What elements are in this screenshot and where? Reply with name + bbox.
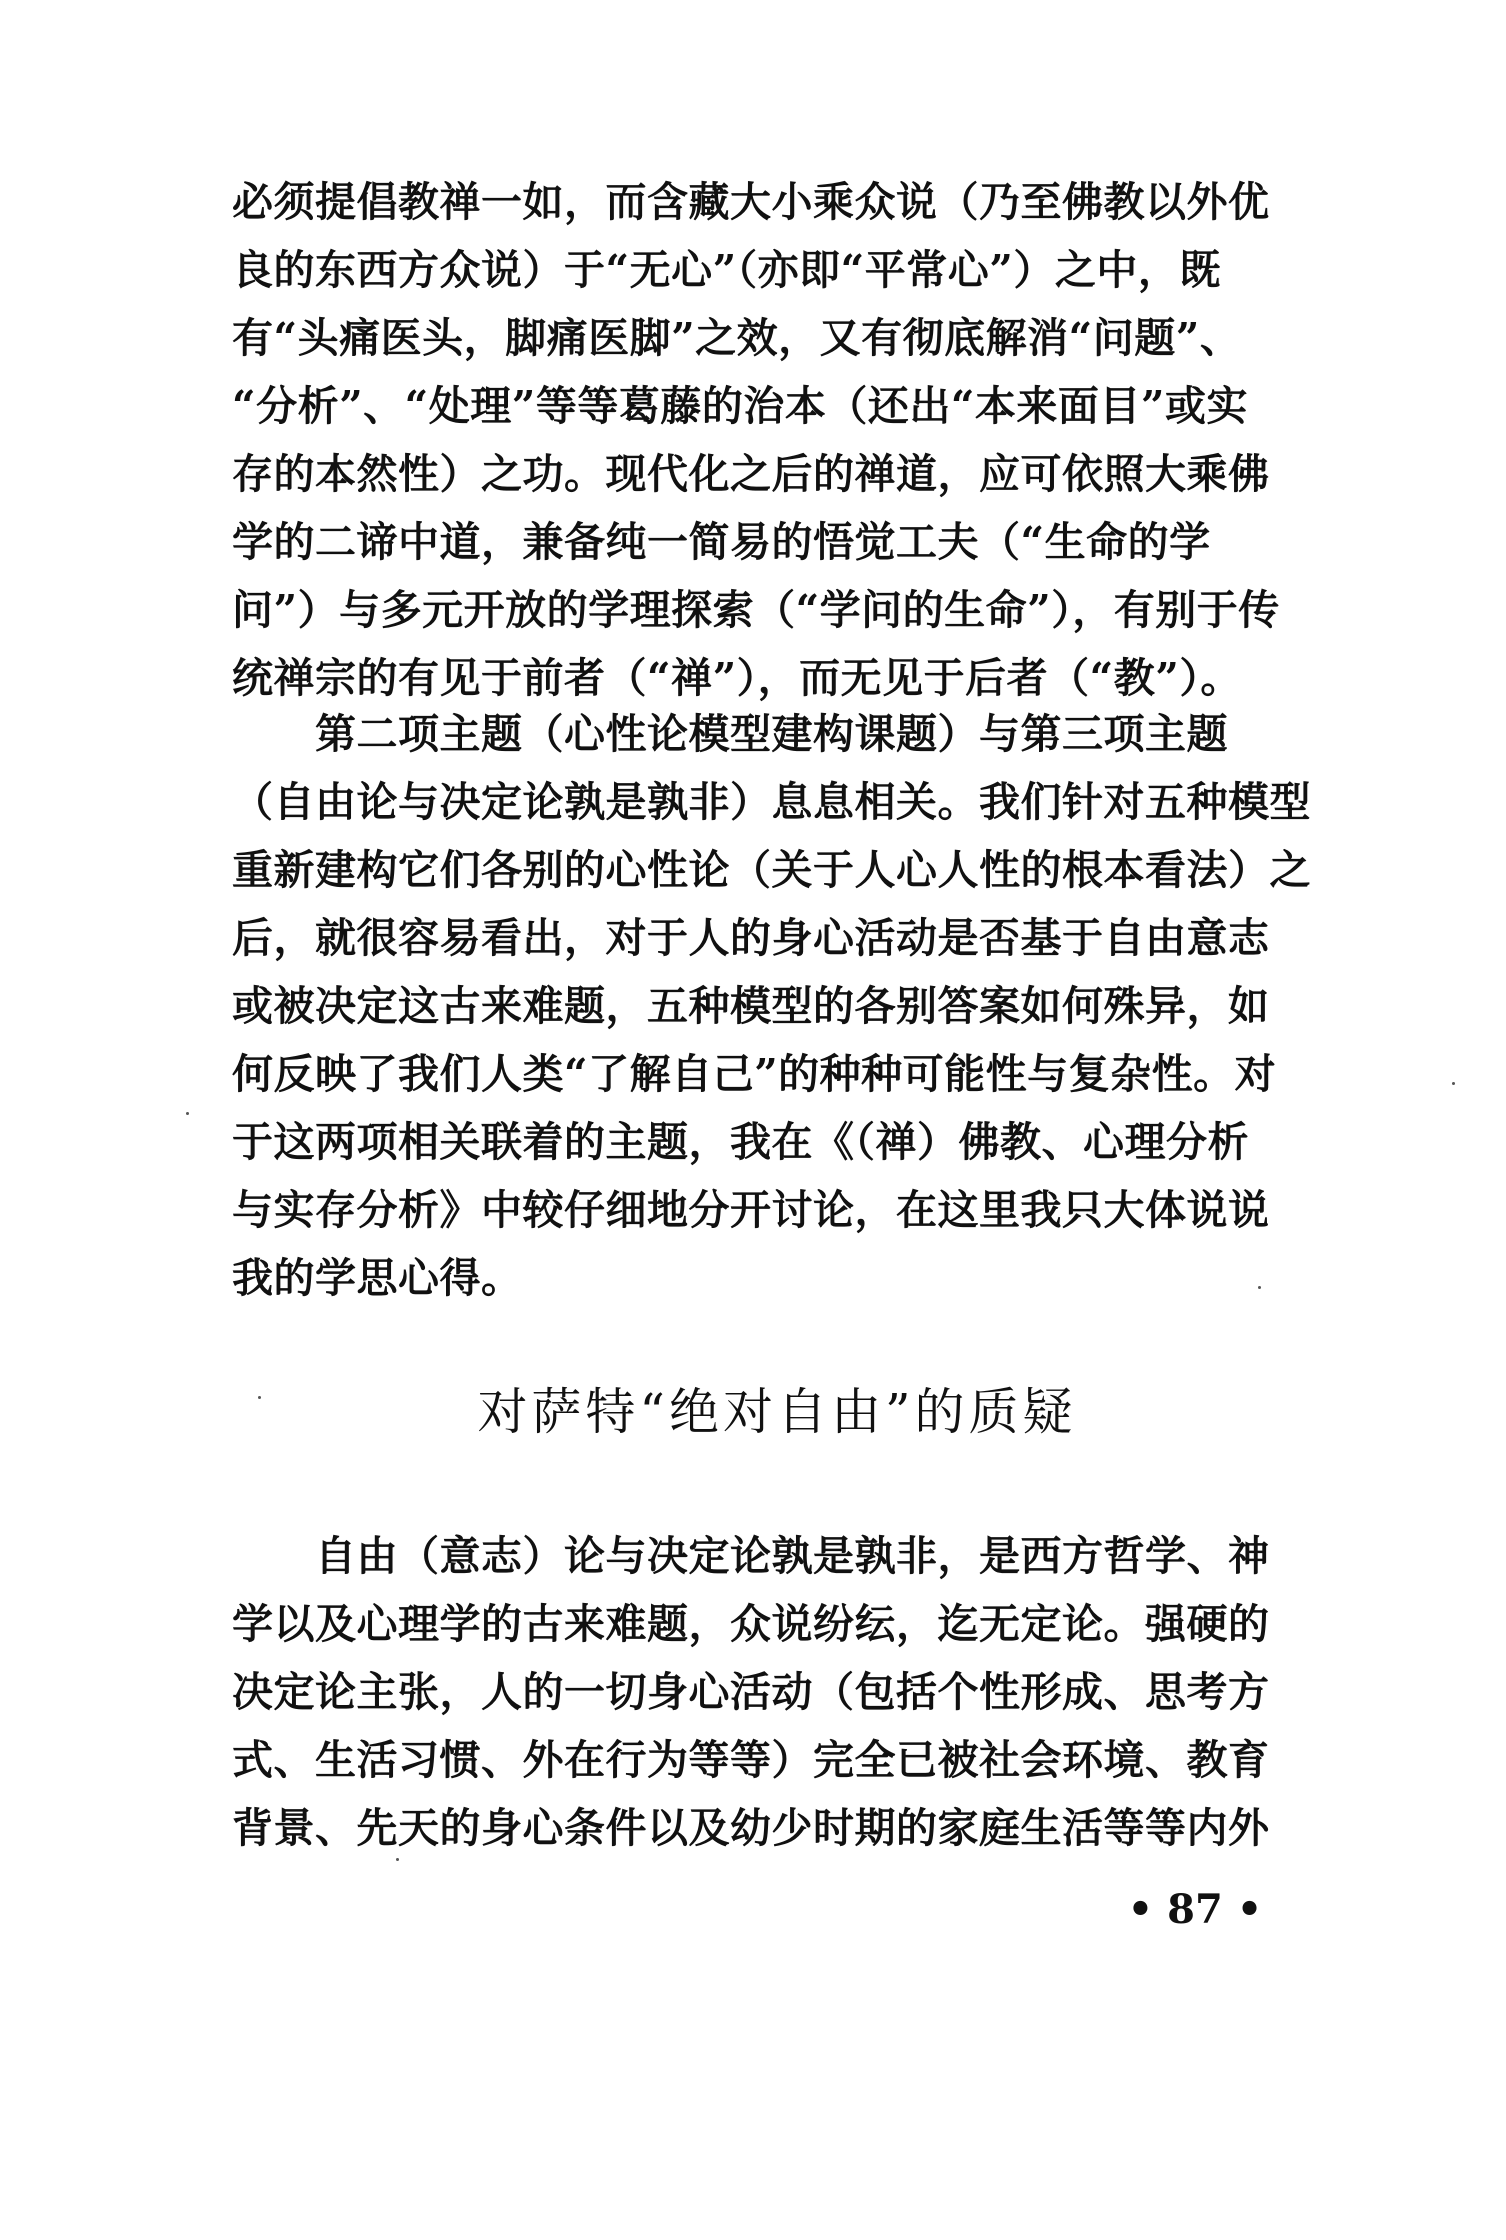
scan-speck <box>396 1858 399 1861</box>
paragraph-line: 我的学思心得。 <box>232 1254 523 1302</box>
paragraph-line: 背景、先天的身心条件以及幼少时期的家庭生活等等内外 <box>232 1804 1270 1852</box>
paragraph-line: 存的本然性）之功。现代化之后的禅道，应可依照大乘佛 <box>232 450 1270 498</box>
paragraph-line: 统禅宗的有见于前者（“禅”），而无见于后者（“教”）。 <box>232 654 1242 702</box>
paragraph-line: 后，就很容易看出，对于人的身心活动是否基于自由意志 <box>232 914 1270 962</box>
paragraph-line: 良的东西方众说）于“无心”（亦即“平常心”）之中，既 <box>232 246 1221 294</box>
paragraph-3 <box>232 1522 1322 1862</box>
paragraph-line: “分析”、“处理”等等葛藤的治本（还出“本来面目”或实 <box>232 382 1248 430</box>
paragraph-line: 重新建构它们各别的心性论（关于人心人性的根本看法）之 <box>232 846 1311 894</box>
scan-speck <box>186 1112 189 1115</box>
scan-speck <box>258 1396 261 1399</box>
scan-speck <box>1258 1286 1261 1289</box>
paragraph-line: 何反映了我们人类“了解自己”的种种可能性与复杂性。对 <box>232 1050 1277 1098</box>
scan-speck <box>1452 1082 1455 1085</box>
paragraph-line: 有“头痛医头，脚痛医脚”之效，又有彻底解消“问题”、 <box>232 314 1242 362</box>
paragraph-line: 第二项主题（心性论模型建构课题）与第三项主题 <box>232 710 1228 758</box>
paragraph-line: 于这两项相关联着的主题，我在《（禅）佛教、心理分析 <box>232 1118 1249 1166</box>
paragraph-line: 与实存分析》中较仔细地分开讨论，在这里我只大体说说 <box>232 1186 1270 1234</box>
paragraph-line: 或被决定这古来难题，五种模型的各别答案如何殊异，如 <box>232 982 1270 1030</box>
paragraph-line: 自由（意志）论与决定论孰是孰非，是西方哲学、神 <box>232 1532 1270 1580</box>
paragraph-2 <box>232 700 1322 1312</box>
paragraph-line: （自由论与决定论孰是孰非）息息相关。我们针对五种模型 <box>232 778 1311 826</box>
paragraph-line: 问”）与多元开放的学理探索（“学问的生命”），有别于传 <box>232 586 1280 634</box>
section-heading: 对萨特“绝对自由”的质疑 <box>477 1383 1077 1441</box>
paragraph-line: 式、生活习惯、外在行为等等）完全已被社会环境、教育 <box>232 1736 1270 1784</box>
page-number: • 87 • <box>1127 1886 1263 1933</box>
paragraph-line: 学的二谛中道，兼备纯一简易的悟觉工夫（“生命的学 <box>232 518 1211 566</box>
paragraph-line: 必须提倡教禅一如，而含藏大小乘众说（乃至佛教以外优 <box>232 178 1270 226</box>
paragraph-line: 决定论主张，人的一切身心活动（包括个性形成、思考方 <box>232 1668 1270 1716</box>
paragraph-1 <box>232 168 1322 712</box>
paragraph-line: 学以及心理学的古来难题，众说纷纭，迄无定论。强硬的 <box>232 1600 1270 1648</box>
